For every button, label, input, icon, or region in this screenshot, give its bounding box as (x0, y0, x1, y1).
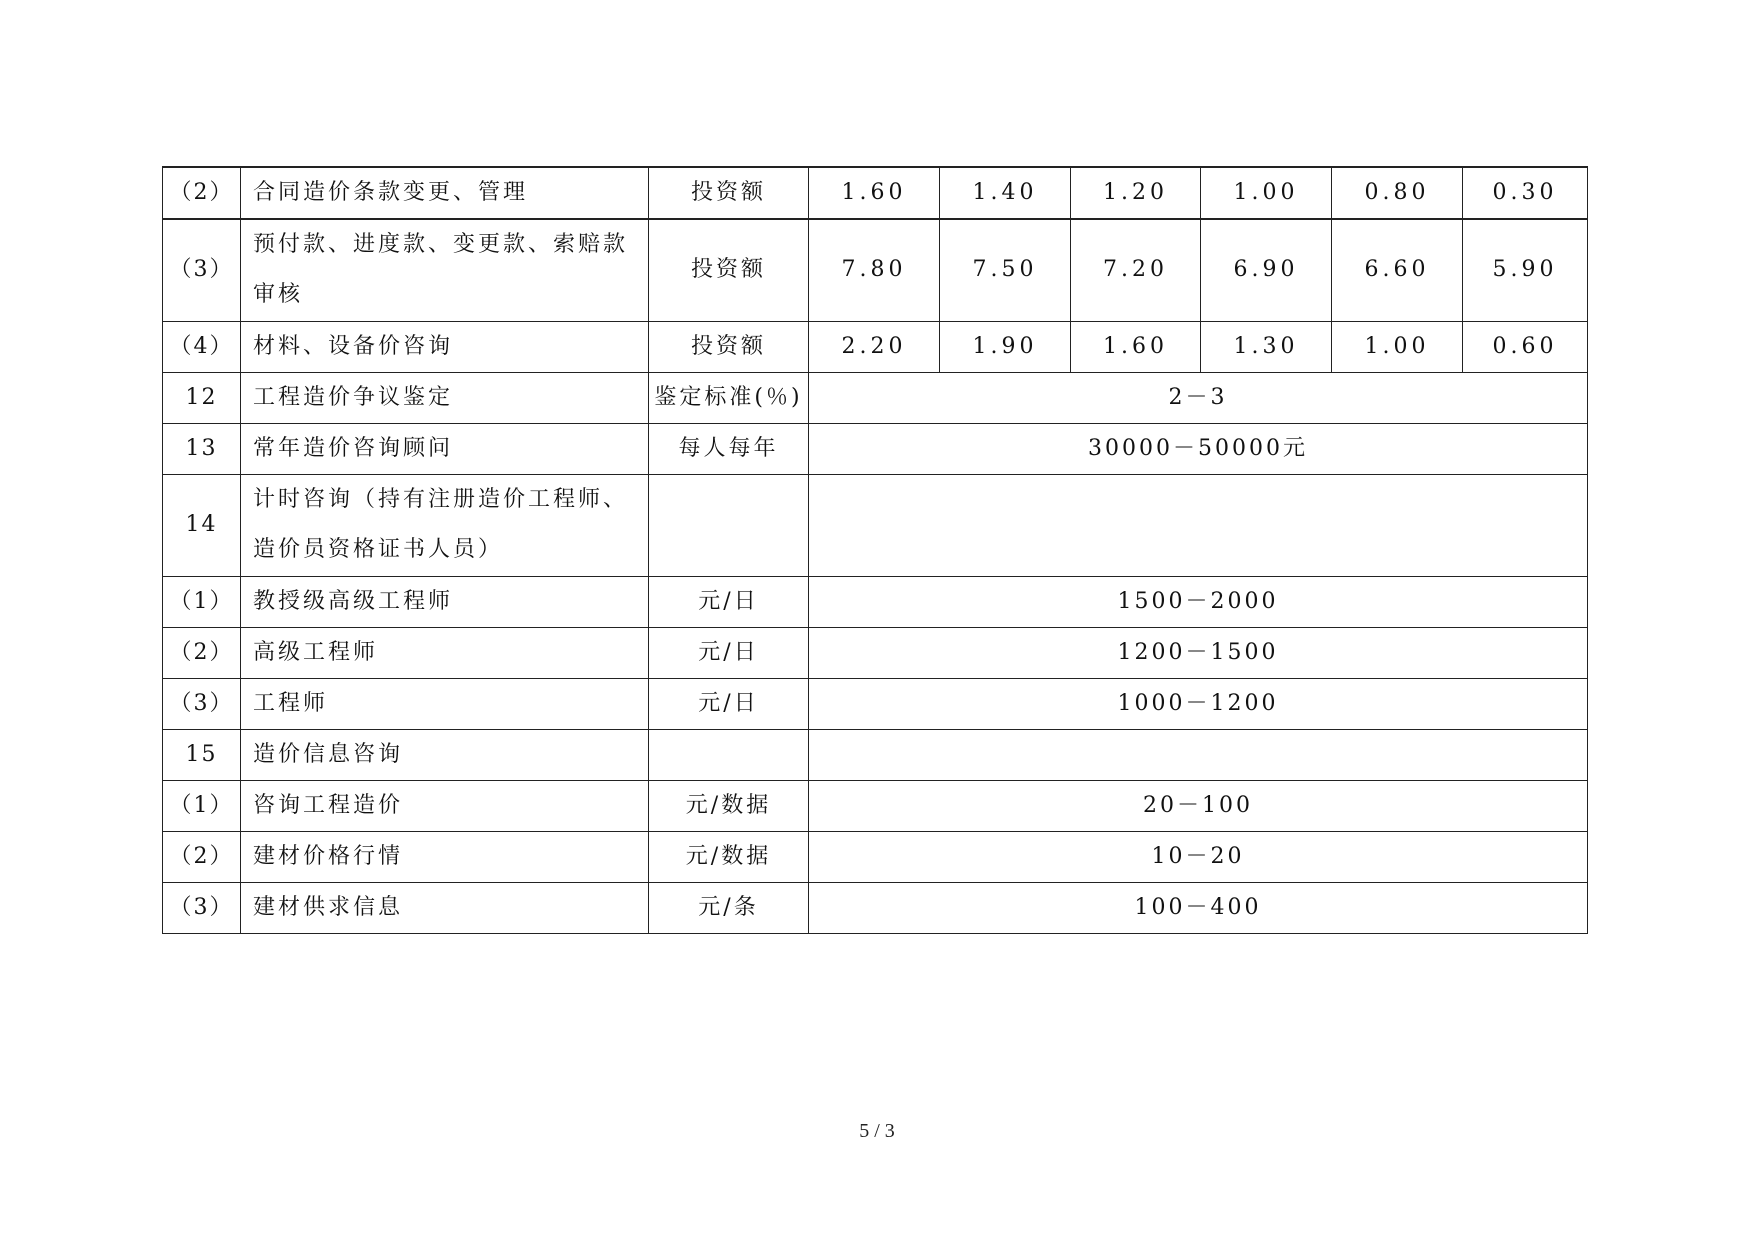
rate-cell: 6.60 (1332, 219, 1463, 321)
row-item: 预付款、进度款、变更款、索赔款审核 (241, 219, 649, 321)
row-number: （3） (163, 678, 241, 729)
row-unit: 元/条 (649, 882, 809, 933)
row-number: （2） (163, 627, 241, 678)
rate-cell: 0.80 (1332, 167, 1463, 219)
row-number: （1） (163, 780, 241, 831)
rate-cell: 1.20 (1071, 167, 1201, 219)
row-number: 13 (163, 423, 241, 474)
row-item: 建材供求信息 (241, 882, 649, 933)
rate-range: 1000－1200 (809, 678, 1588, 729)
rate-range: 10－20 (809, 831, 1588, 882)
table-row (163, 831, 1588, 882)
rate-cell: 5.90 (1463, 219, 1588, 321)
row-item: 咨询工程造价 (241, 780, 649, 831)
row-number: 12 (163, 372, 241, 423)
row-item: 造价信息咨询 (241, 729, 649, 780)
rate-range: 1500－2000 (809, 576, 1588, 627)
row-number: （2） (163, 831, 241, 882)
row-number: （2） (163, 167, 241, 219)
table-row (163, 321, 1588, 372)
rate-cell: 1.60 (1071, 321, 1201, 372)
fee-table (162, 166, 1588, 934)
rate-cell: 0.30 (1463, 167, 1588, 219)
row-number: 15 (163, 729, 241, 780)
rate-cell: 6.90 (1201, 219, 1332, 321)
rate-range (809, 729, 1588, 780)
row-number: （1） (163, 576, 241, 627)
page-number: 5 / 3 (859, 1120, 895, 1142)
table-row (163, 423, 1588, 474)
row-number: 14 (163, 474, 241, 576)
rate-cell: 2.20 (809, 321, 940, 372)
row-item: 常年造价咨询顾问 (241, 423, 649, 474)
row-number: （3） (163, 882, 241, 933)
table-row (163, 678, 1588, 729)
row-item: 教授级高级工程师 (241, 576, 649, 627)
rate-cell: 7.20 (1071, 219, 1201, 321)
table-row (163, 882, 1588, 933)
row-item: 高级工程师 (241, 627, 649, 678)
rate-range: 20－100 (809, 780, 1588, 831)
row-item: 计时咨询（持有注册造价工程师、造价员资格证书人员） (241, 474, 649, 576)
rate-cell: 1.00 (1332, 321, 1463, 372)
rate-cell: 1.40 (940, 167, 1071, 219)
rate-range: 30000－50000元 (809, 423, 1588, 474)
rate-range: 1200－1500 (809, 627, 1588, 678)
rate-cell: 1.90 (940, 321, 1071, 372)
table-row (163, 729, 1588, 780)
row-item: 工程造价争议鉴定 (241, 372, 649, 423)
table-row (163, 780, 1588, 831)
rate-range (809, 474, 1588, 576)
row-unit: 投资额 (649, 219, 809, 321)
row-unit: 投资额 (649, 321, 809, 372)
row-unit: 元/数据 (649, 780, 809, 831)
rate-cell: 0.60 (1463, 321, 1588, 372)
table-row (163, 372, 1588, 423)
row-item: 建材价格行情 (241, 831, 649, 882)
row-unit (649, 474, 809, 576)
row-unit: 每人每年 (649, 423, 809, 474)
row-unit: 元/日 (649, 627, 809, 678)
table-row (163, 167, 1588, 219)
rate-cell: 1.60 (809, 167, 940, 219)
table-row (163, 474, 1588, 576)
rate-cell: 1.00 (1201, 167, 1332, 219)
rate-range: 100－400 (809, 882, 1588, 933)
rate-cell: 7.50 (940, 219, 1071, 321)
rate-cell: 1.30 (1201, 321, 1332, 372)
table-row (163, 219, 1588, 321)
table-row (163, 627, 1588, 678)
row-unit: 元/数据 (649, 831, 809, 882)
row-unit: 元/日 (649, 576, 809, 627)
rate-range: 2－3 (809, 372, 1588, 423)
row-unit: 投资额 (649, 167, 809, 219)
row-item: 合同造价条款变更、管理 (241, 167, 649, 219)
row-unit: 鉴定标准(％) (649, 372, 809, 423)
table-row (163, 576, 1588, 627)
row-unit: 元/日 (649, 678, 809, 729)
rate-cell: 7.80 (809, 219, 940, 321)
row-item: 材料、设备价咨询 (241, 321, 649, 372)
row-number: （3） (163, 219, 241, 321)
row-number: （4） (163, 321, 241, 372)
row-item: 工程师 (241, 678, 649, 729)
row-unit (649, 729, 809, 780)
